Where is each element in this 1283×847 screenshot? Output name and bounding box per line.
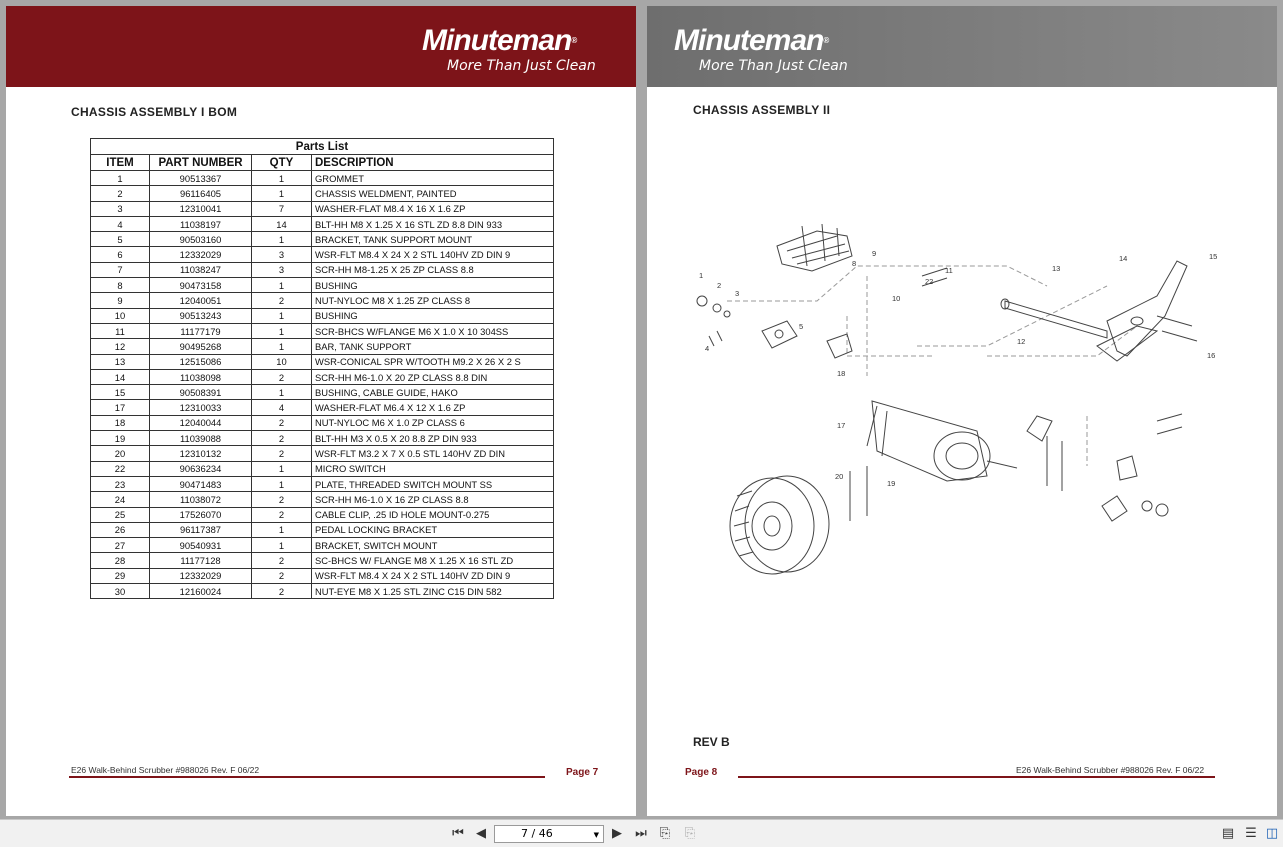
description-cell: BUSHING xyxy=(312,278,554,293)
item-cell: 23 xyxy=(91,476,150,491)
footer-page-number: Page 8 xyxy=(685,767,718,778)
description-cell: WSR-FLT M8.4 X 24 X 2 STL 140HV ZD DIN 9 xyxy=(312,568,554,583)
item-cell: 6 xyxy=(91,247,150,262)
table-row xyxy=(91,323,554,338)
description-cell: NUT-EYE M8 X 1.25 STL ZINC C15 DIN 582 xyxy=(312,584,554,599)
table-row xyxy=(91,232,554,247)
part-number-cell: 90540931 xyxy=(150,538,252,553)
qty-cell: 2 xyxy=(252,568,312,583)
callout-label: 10 xyxy=(892,294,901,303)
description-cell: BRACKET, TANK SUPPORT MOUNT xyxy=(312,232,554,247)
item-cell: 7 xyxy=(91,262,150,277)
part-number-cell: 17526070 xyxy=(150,507,252,522)
footer-document-ref: E26 Walk-Behind Scrubber #988026 Rev. F 06/22 xyxy=(1016,765,1205,775)
description-cell: WASHER-FLAT M8.4 X 16 X 1.6 ZP xyxy=(312,201,554,216)
part-number-cell: 11038197 xyxy=(150,216,252,231)
qty-cell: 3 xyxy=(252,262,312,277)
description-cell: NUT-NYLOC M6 X 1.0 ZP CLASS 6 xyxy=(312,415,554,430)
description-cell: SCR-HH M8-1.25 X 25 ZP CLASS 8.8 xyxy=(312,262,554,277)
header-banner xyxy=(647,6,1277,87)
part-number-cell: 12515086 xyxy=(150,354,252,369)
table-row xyxy=(91,385,554,400)
callout-label: 2 xyxy=(717,281,722,290)
left-page xyxy=(6,6,636,816)
footer-divider xyxy=(69,776,545,778)
table-row xyxy=(91,415,554,430)
brand-tagline: More Than Just Clean xyxy=(699,58,848,74)
qty-cell: 3 xyxy=(252,247,312,262)
qty-cell: 7 xyxy=(252,201,312,216)
table-row xyxy=(91,400,554,415)
part-number-cell: 11038247 xyxy=(150,262,252,277)
part-number-cell: 11038072 xyxy=(150,492,252,507)
description-cell: CABLE CLIP, .25 ID HOLE MOUNT-0.275 xyxy=(312,507,554,522)
qty-cell: 1 xyxy=(252,186,312,201)
page-indicator: 7 / 46 xyxy=(521,827,553,840)
table-row xyxy=(91,216,554,231)
qty-cell: 1 xyxy=(252,323,312,338)
description-cell: BRACKET, SWITCH MOUNT xyxy=(312,538,554,553)
part-number-cell: 12332029 xyxy=(150,568,252,583)
description-cell: BLT-HH M8 X 1.25 X 16 STL ZD 8.8 DIN 933 xyxy=(312,216,554,231)
item-cell: 27 xyxy=(91,538,150,553)
qty-cell: 1 xyxy=(252,278,312,293)
description-cell: WSR-FLT M3.2 X 7 X 0.5 STL 140HV ZD DIN xyxy=(312,446,554,461)
description-cell: BAR, TANK SUPPORT xyxy=(312,339,554,354)
callout-label: 15 xyxy=(1209,252,1218,261)
table-header-row xyxy=(91,155,554,171)
first-page-icon[interactable]: ⏮ xyxy=(452,826,464,841)
item-cell: 18 xyxy=(91,415,150,430)
next-page-icon[interactable]: ▶ xyxy=(612,826,622,841)
part-number-cell: 12160024 xyxy=(150,584,252,599)
qty-cell: 10 xyxy=(252,354,312,369)
viewer-toolbar xyxy=(0,819,1283,847)
qty-cell: 14 xyxy=(252,216,312,231)
qty-cell: 2 xyxy=(252,553,312,568)
brand-logo: Minuteman® xyxy=(674,24,829,57)
item-cell: 30 xyxy=(91,584,150,599)
part-number-cell: 96117387 xyxy=(150,522,252,537)
qty-cell: 1 xyxy=(252,538,312,553)
part-number-cell: 90636234 xyxy=(150,461,252,476)
page-title: CHASSIS ASSEMBLY II xyxy=(693,103,831,117)
right-page xyxy=(647,6,1277,816)
table-caption: Parts List xyxy=(91,139,554,155)
description-cell: WASHER-FLAT M6.4 X 12 X 1.6 ZP xyxy=(312,400,554,415)
brand-logo: Minuteman® xyxy=(422,24,577,57)
item-cell: 4 xyxy=(91,216,150,231)
qty-cell: 1 xyxy=(252,171,312,186)
part-number-cell: 12040051 xyxy=(150,293,252,308)
tank-bracket-mount xyxy=(762,321,797,348)
part-number-cell: 90495268 xyxy=(150,339,252,354)
table-row xyxy=(91,461,554,476)
part-number-cell: 90473158 xyxy=(150,278,252,293)
callout-label: 5 xyxy=(799,322,804,331)
part-number-cell: 90513243 xyxy=(150,308,252,323)
continuous-icon[interactable]: ☰ xyxy=(1245,826,1257,841)
table-row xyxy=(91,476,554,491)
table-row xyxy=(91,186,554,201)
part-number-cell: 12332029 xyxy=(150,247,252,262)
item-cell: 24 xyxy=(91,492,150,507)
parts-list-table xyxy=(90,138,554,599)
table-row xyxy=(91,293,554,308)
description-cell: WSR-FLT M8.4 X 24 X 2 STL 140HV ZD DIN 9 xyxy=(312,247,554,262)
part-number-cell: 12310041 xyxy=(150,201,252,216)
part-number-cell: 11038098 xyxy=(150,369,252,384)
callout-label: 19 xyxy=(887,479,896,488)
part-number-cell: 90513367 xyxy=(150,171,252,186)
description-cell: BUSHING xyxy=(312,308,554,323)
item-cell: 19 xyxy=(91,431,150,446)
part-number-cell: 90508391 xyxy=(150,385,252,400)
exploded-assembly-diagram xyxy=(687,206,1227,586)
table-row xyxy=(91,369,554,384)
column-header: DESCRIPTION xyxy=(312,155,554,171)
item-cell: 12 xyxy=(91,339,150,354)
qty-cell: 4 xyxy=(252,400,312,415)
callout-label: 1 xyxy=(699,271,704,280)
callout-label: 8 xyxy=(852,259,857,268)
item-cell: 20 xyxy=(91,446,150,461)
description-cell: PEDAL LOCKING BRACKET xyxy=(312,522,554,537)
part-number-cell: 12310033 xyxy=(150,400,252,415)
item-cell: 1 xyxy=(91,171,150,186)
go-forward-icon[interactable]: ⎘ xyxy=(684,826,696,841)
qty-cell: 1 xyxy=(252,308,312,323)
description-cell: SC-BHCS W/ FLANGE M8 X 1.25 X 16 STL ZD xyxy=(312,553,554,568)
callout-label: 4 xyxy=(705,344,710,353)
part-number-cell: 12310132 xyxy=(150,446,252,461)
header-banner xyxy=(6,6,636,87)
table-row xyxy=(91,201,554,216)
item-cell: 9 xyxy=(91,293,150,308)
footer-page-number: Page 7 xyxy=(566,767,599,778)
item-cell: 17 xyxy=(91,400,150,415)
part-number-cell: 90503160 xyxy=(150,232,252,247)
callout-label: 9 xyxy=(872,249,877,258)
table-row xyxy=(91,522,554,537)
qty-cell: 1 xyxy=(252,339,312,354)
table-row xyxy=(91,278,554,293)
brand-tagline: More Than Just Clean xyxy=(447,58,596,74)
item-cell: 15 xyxy=(91,385,150,400)
description-cell: MICRO SWITCH xyxy=(312,461,554,476)
last-page-icon[interactable]: ⏭ xyxy=(635,826,647,841)
hardware-fasteners xyxy=(697,268,1197,521)
callout-label: 22 xyxy=(925,277,934,286)
table-row xyxy=(91,568,554,583)
single-page-icon[interactable]: ▤ xyxy=(1221,826,1235,841)
description-cell: WSR-CONICAL SPR W/TOOTH M9.2 X 26 X 2 S xyxy=(312,354,554,369)
table-row xyxy=(91,354,554,369)
table-row xyxy=(91,553,554,568)
footer-divider xyxy=(738,776,1215,778)
column-header: ITEM xyxy=(91,155,150,171)
table-row xyxy=(91,308,554,323)
item-cell: 29 xyxy=(91,568,150,583)
two-page-icon[interactable]: ◫ xyxy=(1265,826,1279,841)
qty-cell: 2 xyxy=(252,584,312,599)
qty-cell: 2 xyxy=(252,415,312,430)
qty-cell: 2 xyxy=(252,293,312,308)
column-header: QTY xyxy=(252,155,312,171)
part-number-cell: 96116405 xyxy=(150,186,252,201)
drive-motor xyxy=(867,401,1017,481)
table-row xyxy=(91,171,554,186)
table-row xyxy=(91,538,554,553)
item-cell: 25 xyxy=(91,507,150,522)
page-selector[interactable] xyxy=(494,825,604,843)
column-header: PART NUMBER xyxy=(150,155,252,171)
prev-page-icon[interactable]: ◀ xyxy=(476,826,486,841)
drive-wheel xyxy=(730,476,829,574)
item-cell: 13 xyxy=(91,354,150,369)
qty-cell: 2 xyxy=(252,431,312,446)
table-row xyxy=(91,507,554,522)
description-cell: CHASSIS WELDMENT, PAINTED xyxy=(312,186,554,201)
part-number-cell: 12040044 xyxy=(150,415,252,430)
description-cell: SCR-HH M6-1.0 X 20 ZP CLASS 8.8 DIN xyxy=(312,369,554,384)
description-cell: SCR-HH M6-1.0 X 16 ZP CLASS 8.8 xyxy=(312,492,554,507)
support-bracket xyxy=(1097,261,1187,361)
callout-label: 11 xyxy=(945,266,953,275)
item-cell: 2 xyxy=(91,186,150,201)
qty-cell: 1 xyxy=(252,476,312,491)
description-cell: NUT-NYLOC M8 X 1.25 ZP CLASS 8 xyxy=(312,293,554,308)
item-cell: 28 xyxy=(91,553,150,568)
description-cell: SCR-BHCS W/FLANGE M6 X 1.0 X 10 304SS xyxy=(312,323,554,338)
callout-label: 17 xyxy=(837,421,846,430)
revision-label: REV B xyxy=(693,735,730,749)
part-number-cell: 11039088 xyxy=(150,431,252,446)
part-number-cell: 90471483 xyxy=(150,476,252,491)
description-cell: BLT-HH M3 X 0.5 X 20 8.8 ZP DIN 933 xyxy=(312,431,554,446)
item-cell: 22 xyxy=(91,461,150,476)
callout-label: 3 xyxy=(735,289,740,298)
table-row xyxy=(91,247,554,262)
callout-label: 12 xyxy=(1017,337,1026,346)
description-cell: GROMMET xyxy=(312,171,554,186)
callout-label: 16 xyxy=(1207,351,1216,360)
table-row xyxy=(91,446,554,461)
qty-cell: 2 xyxy=(252,507,312,522)
callout-label: 14 xyxy=(1119,254,1128,263)
part-number-cell: 11177179 xyxy=(150,323,252,338)
qty-cell: 1 xyxy=(252,232,312,247)
footer-document-ref: E26 Walk-Behind Scrubber #988026 Rev. F 06/22 xyxy=(71,765,260,775)
item-cell: 10 xyxy=(91,308,150,323)
description-cell: BUSHING, CABLE GUIDE, HAKO xyxy=(312,385,554,400)
item-cell: 26 xyxy=(91,522,150,537)
item-cell: 8 xyxy=(91,278,150,293)
qty-cell: 1 xyxy=(252,385,312,400)
qty-cell: 1 xyxy=(252,461,312,476)
item-cell: 3 xyxy=(91,201,150,216)
table-row xyxy=(91,584,554,599)
part-number-cell: 11177128 xyxy=(150,553,252,568)
table-row xyxy=(91,262,554,277)
callout-label: 13 xyxy=(1052,264,1061,273)
table-row xyxy=(91,431,554,446)
item-cell: 14 xyxy=(91,369,150,384)
callout-label: 20 xyxy=(835,472,844,481)
qty-cell: 2 xyxy=(252,369,312,384)
qty-cell: 2 xyxy=(252,492,312,507)
qty-cell: 2 xyxy=(252,446,312,461)
page-title: CHASSIS ASSEMBLY I BOM xyxy=(71,105,238,119)
chevron-down-icon: ▼ xyxy=(593,831,599,839)
item-cell: 5 xyxy=(91,232,150,247)
table-row xyxy=(91,492,554,507)
callout-label: 18 xyxy=(837,369,846,378)
table-row xyxy=(91,339,554,354)
chassis-thumbnail xyxy=(777,224,852,271)
item-cell: 11 xyxy=(91,323,150,338)
tank-support-bar xyxy=(1001,299,1107,338)
description-cell: PLATE, THREADED SWITCH MOUNT SS xyxy=(312,476,554,491)
qty-cell: 1 xyxy=(252,522,312,537)
go-back-icon[interactable]: ⎘ xyxy=(659,826,671,841)
